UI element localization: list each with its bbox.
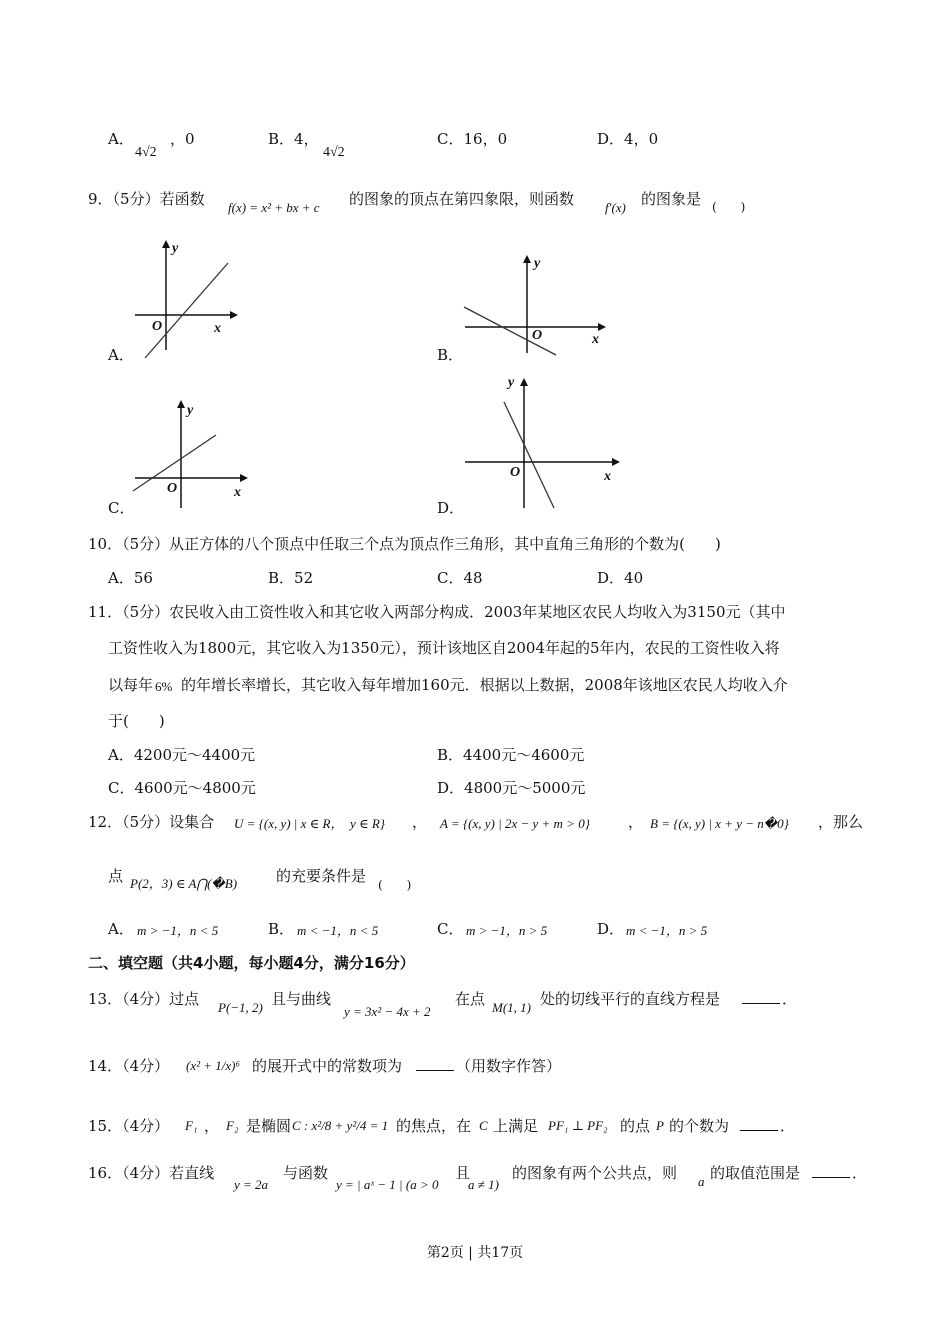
q14-answer-blank [416,1057,454,1075]
q15-f2: F₂ [226,1118,239,1133]
q11-option-b: B．4400元～4600元 [437,746,585,764]
q16-a: a [698,1174,705,1189]
q15-stem-mid-3: 上满足 [493,1117,539,1135]
q9-stem-prefix: 9．（5分）若函数 [88,190,205,208]
q12-stem-tail: ，那么 [818,813,864,831]
graph-a-origin-label: O [152,319,163,334]
graph-a-x-arrow-icon [230,311,238,319]
q15-p: P [656,1118,664,1133]
graph-c-y-label: y [187,403,194,418]
q12-option-a: m > −1，n < 5 [137,923,219,938]
q9-graph-a [130,240,240,365]
q10-option-c: C．48 [437,569,483,587]
graph-d-line [504,402,554,508]
graph-b-y-label: y [534,256,541,271]
q11-growth-rate: 6% [155,679,173,694]
q16-stem-suffix: 的取值范围是 [710,1164,801,1182]
q15-f1: F₁ [185,1118,198,1133]
section-2-title: 二、填空题（共4小题，每小题4分，满分16分） [88,954,415,972]
graph-d-x-label: x [604,469,611,484]
q11-option-c: C．4600元～4800元 [108,779,256,797]
graph-c-x-arrow-icon [240,474,248,482]
graph-c-origin-label: O [167,481,178,496]
q9-graph-b [460,255,610,360]
q9-label-d: D． [437,499,465,517]
q12-set-b: B = {(x, y) | x + y − n�0} [650,816,789,831]
q11-option-d: D．4800元～5000元 [437,779,586,797]
q15-answer-blank [740,1117,778,1135]
graph-b-y-arrow-icon [523,255,531,263]
q14-note: （用数字作答） [456,1057,562,1075]
q13-point-m: M(1, 1) [492,1000,531,1015]
q15-stem-suffix: 的个数为 [669,1117,730,1135]
q9-stem-mid: 的图象的顶点在第四象限，则函数 [349,190,575,208]
q13-stem-mid-1: 且与曲线 [271,990,332,1008]
q8-option-c: C．16，0 [437,130,508,148]
q12-sep-1: ， [412,813,428,831]
graph-b-x-arrow-icon [598,323,606,331]
graph-d-y-label: y [508,375,515,390]
q11-line-3b: 的年增长率增长，其它收入每年增加160元．根据以上数据，2008年该地区农民人均收入介 [181,676,788,694]
q13-point-p: P(−1, 2) [218,1000,263,1015]
q12-line-2b: 的充要条件是 [276,867,367,885]
q9-label-b: B． [437,346,464,364]
q9-graph-d [460,372,625,512]
q10-option-a: A．56 [108,569,153,587]
q11-line-1: 11．（5分）农民收入由工资性收入和其它收入两部分构成．2003年某地区农民人均收入为3150元（其中 [88,603,786,621]
graph-d-y-arrow-icon [520,378,528,386]
q15-stem-prefix: 15．（4分） [88,1117,170,1135]
q12-answer-paren: ( ) [378,878,412,892]
q14-expression: (x² + 1/x)⁶ [186,1058,240,1073]
q9-stem-suffix: 的图象是 [641,190,702,208]
q12-option-c-label: C． [437,920,464,938]
q15-stem-mid-1: 是椭圆 [246,1117,292,1135]
q13-answer-blank [742,990,780,1008]
graph-a-x-label: x [214,321,221,336]
graph-a-y-arrow-icon [162,240,170,248]
q15-stem-mid-4: 的点 [620,1117,651,1135]
graph-d-origin-label: O [510,465,521,480]
q15-sep: ， [204,1117,220,1135]
q15-c: C [479,1118,488,1133]
q12-option-d: m < −1，n > 5 [626,923,708,938]
q16-stem-mid-3: 的图象有两个公共点，则 [512,1164,678,1182]
graph-c-y-arrow-icon [177,400,185,408]
q15-stem-end: ． [780,1117,796,1135]
q15-perpendicular: PF₁ ⊥ PF₂ [548,1118,608,1133]
q8-option-b-value: 4√2 [323,145,345,160]
q16-answer-blank [812,1164,850,1182]
q15-stem-mid-2: 的焦点，在 [396,1117,472,1135]
q16-function: y = | aˣ − 1 | (a > 0 [336,1177,439,1192]
q14-stem-suffix: 的展开式中的常数项为 [252,1057,403,1075]
q12-set-u: U = {(x, y) | x ∈ R， y ∈ R} [234,816,385,831]
q12-stem-prefix: 12．（5分）设集合 [88,813,215,831]
q16-stem-mid-1: 与函数 [283,1164,329,1182]
q11-line-2: 工资性收入为1800元，其它收入为1350元），预计该地区自2004年起的5年内，农民的工资性收入将 [108,639,780,657]
q12-option-b: m < −1，n < 5 [297,923,379,938]
q11-line-3a: 以每年 [108,676,154,694]
graph-c-x-label: x [234,485,241,500]
q11-option-a: A．4200元～4400元 [108,746,256,764]
graph-b-line [464,307,556,355]
graph-a-line [145,263,228,358]
q11-line-4: 于( ) [108,712,165,730]
q13-stem-suffix: 处的切线平行的直线方程是 [540,990,721,1008]
q13-stem-prefix: 13．（4分）过点 [88,990,200,1008]
q12-line-2a: 点 [108,867,124,885]
q16-line: y = 2a [234,1177,269,1192]
q10-option-b: B．52 [268,569,314,587]
q9-label-a: A． [108,346,134,364]
q9-answer-paren: ( ) [712,200,746,214]
q9-function-f: f(x) = x² + bx + c [228,200,320,215]
page-footer: 第2页 | 共17页 [426,1245,524,1261]
q12-option-b-label: B． [268,920,295,938]
q12-option-a-label: A． [108,920,134,938]
graph-b-x-label: x [592,332,599,347]
q12-set-a: A = {(x, y) | 2x − y + m > 0} [440,816,590,831]
q12-condition: P(2，3) ∈ A⋂(�B) [130,876,238,891]
q10-stem: 10．（5分）从正方体的八个顶点中任取三个点为顶点作三角形，其中直角三角形的个数为( ) [88,535,721,553]
q8-option-d: D．4，0 [597,130,659,148]
q15-ellipse: C : x²/8 + y²/4 = 1 [292,1118,389,1133]
q12-option-d-label: D． [597,920,625,938]
q9-label-c: C． [108,499,135,517]
q13-stem-end: ． [782,990,798,1008]
q12-sep-2: ， [628,813,644,831]
q8-option-a [108,130,134,148]
q8-option-b-label: B．4， [268,130,319,148]
q13-curve: y = 3x² − 4x + 2 [344,1004,431,1019]
q8-option-a-value: 4√2 [135,145,157,160]
graph-b-origin-label: O [532,328,543,343]
graph-d-x-arrow-icon [612,458,620,466]
q16-stem-mid-2: 且 [455,1164,471,1182]
q8-option-a-rest: ，0 [170,130,195,148]
q13-stem-mid-2: 在点 [455,990,486,1008]
q16-condition: a ≠ 1) [468,1177,499,1192]
q12-option-c: m > −1，n > 5 [466,923,548,938]
q9-graph-c [130,400,255,510]
q16-stem-prefix: 16．（4分）若直线 [88,1164,215,1182]
q10-option-d: D．40 [597,569,644,587]
q8-option-a-label: A． [108,130,134,148]
q9-function-fprime: f′(x) [605,200,626,215]
q14-stem-prefix: 14．（4分） [88,1057,170,1075]
graph-a-y-label: y [172,241,179,256]
q16-stem-end: ． [852,1164,868,1182]
